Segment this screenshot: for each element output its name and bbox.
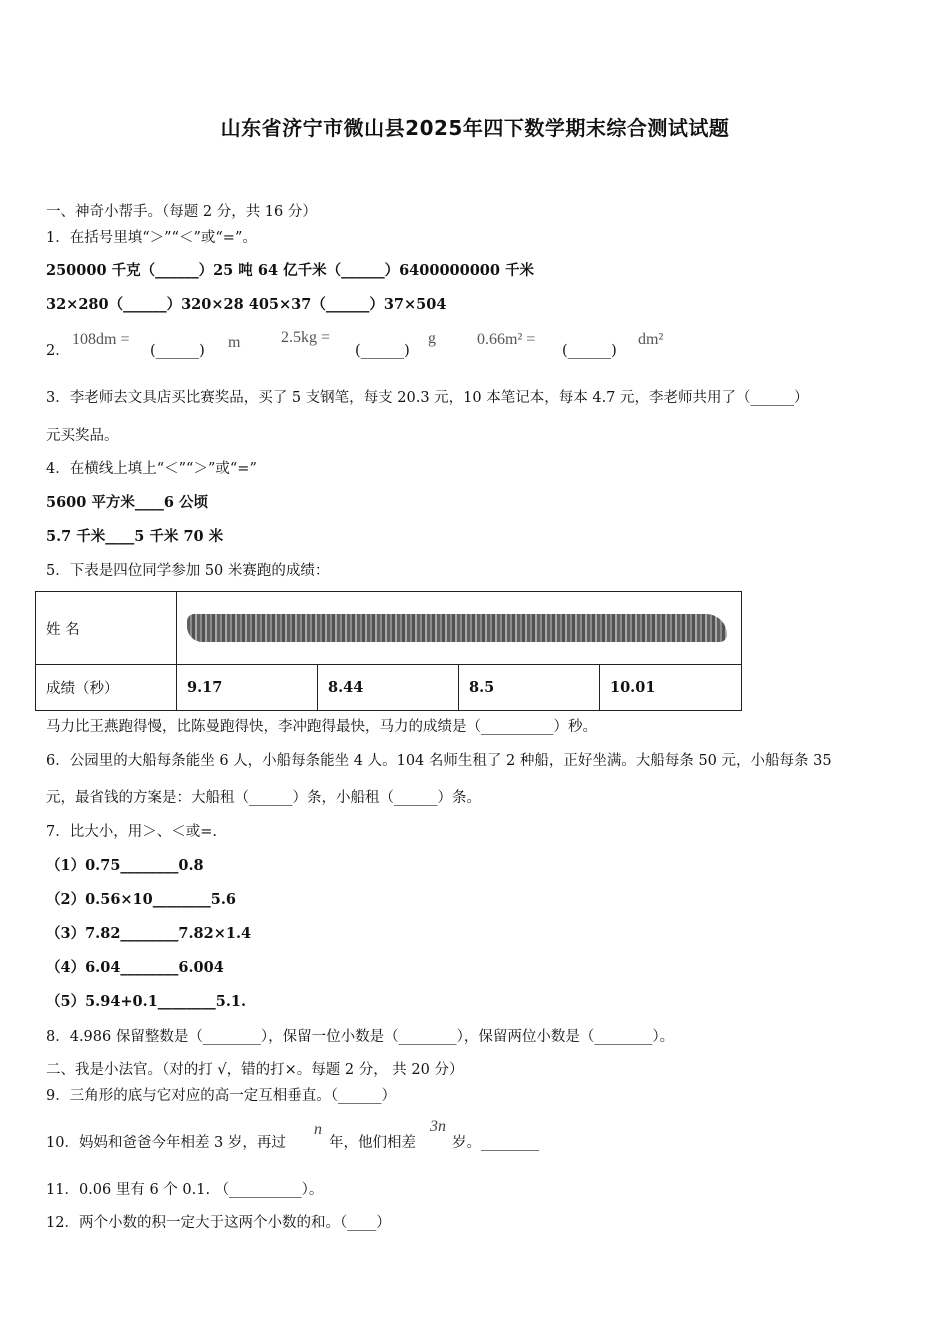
q6-line2: 元，最省钱的方案是：大船租（______）条，小船租（______）条。	[46, 790, 481, 806]
q2-expr3: 0.66m² =	[477, 331, 536, 348]
q1-line1: 250000 千克（______）25 吨 64 亿千米（______）6400000000 千米	[46, 262, 535, 279]
score-cell: 8.44	[318, 665, 459, 711]
score-header: 成绩（秒）	[36, 665, 177, 711]
q4-line2: 5.7 千米____5 千米 70 米	[46, 528, 224, 545]
q2-blank2: (______)	[355, 343, 410, 359]
q10-var-n: n	[314, 1121, 322, 1138]
q6-line1: 6．公园里的大船每条能坐 6 人，小船每条能坐 4 人。104 名师生租了 2 种船，正好坐满。大船每条 50 元，小船每条 35	[46, 753, 832, 769]
q10-part3: 岁。________	[452, 1135, 539, 1151]
q7-item: （2）0.56×10________5.6	[46, 891, 236, 908]
q2-number: 2．	[46, 343, 70, 359]
q7-item: （3）7.82________7.82×1.4	[46, 925, 252, 942]
q2-unit3: dm²	[638, 331, 664, 348]
q3-line2: 元买奖品。	[46, 428, 119, 444]
q3-line1: 3．李老师去文具店买比赛奖品，买了 5 支钢笔，每支 20.3 元，10 本笔记本，每本 4.7 元，李老师共用了（______）	[46, 390, 809, 406]
q10-part1: 10．妈妈和爸爸今年相差 3 岁，再过	[46, 1135, 286, 1151]
score-cell: 10.01	[600, 665, 742, 711]
q7-item: （1）0.75________0.8	[46, 857, 204, 874]
q11-text: 11．0.06 里有 6 个 0.1. （__________）。	[46, 1182, 324, 1198]
redacted-names-image	[187, 614, 727, 642]
q1-line2: 32×280（______）320×28 405×37（______）37×504	[46, 296, 447, 313]
score-cell: 9.17	[177, 665, 318, 711]
name-header: 姓 名	[36, 592, 177, 665]
q2-unit1: m	[228, 334, 241, 351]
q2-unit2: g	[428, 330, 436, 347]
table-row-names	[36, 592, 742, 665]
score-table	[35, 591, 742, 711]
score-cell: 8.5	[459, 665, 600, 711]
q12-text: 12．两个小数的积一定大于这两个小数的和。（____）	[46, 1215, 391, 1231]
q2-blank3: (______)	[562, 343, 617, 359]
q7-item: （4）6.04________6.004	[46, 959, 224, 976]
q2-expr2: 2.5kg =	[281, 329, 331, 346]
q7-stem: 7．比大小，用＞、＜或=.	[46, 824, 217, 840]
q5-stem: 5．下表是四位同学参加 50 米赛跑的成绩：	[46, 563, 330, 579]
q1-stem: 1．在括号里填“＞”“＜”或“=”。	[46, 230, 257, 246]
q5-question: 马力比王燕跑得慢，比陈曼跑得快，李冲跑得最快，马力的成绩是（__________）秒。	[46, 719, 597, 735]
section2-header: 二、我是小法官。（对的打 √，错的打×。每题 2 分， 共 20 分）	[46, 1062, 464, 1078]
q10-part2: 年，他们相差	[329, 1135, 416, 1151]
q2-blank1: (______)	[150, 343, 205, 359]
page-title: 山东省济宁市微山县2025年四下数学期末综合测试试题	[220, 116, 730, 140]
q9-text: 9．三角形的底与它对应的高一定互相垂直。（______）	[46, 1088, 396, 1104]
q10-var-3n: 3n	[430, 1118, 446, 1135]
q8-text: 8．4.986 保留整数是（________），保留一位小数是（________），保留两位小数是（________）。	[46, 1029, 675, 1045]
q2-expr1: 108dm =	[72, 331, 130, 348]
names-redacted-cell	[177, 592, 742, 665]
q4-line1: 5600 平方米____6 公顷	[46, 494, 209, 511]
q4-stem: 4．在横线上填上“＜”“＞”或“=”	[46, 461, 257, 477]
table-row-scores	[36, 665, 742, 711]
q7-item: （5）5.94+0.1________5.1.	[46, 993, 247, 1010]
section1-header: 一、神奇小帮手。（每题 2 分，共 16 分）	[46, 204, 317, 220]
